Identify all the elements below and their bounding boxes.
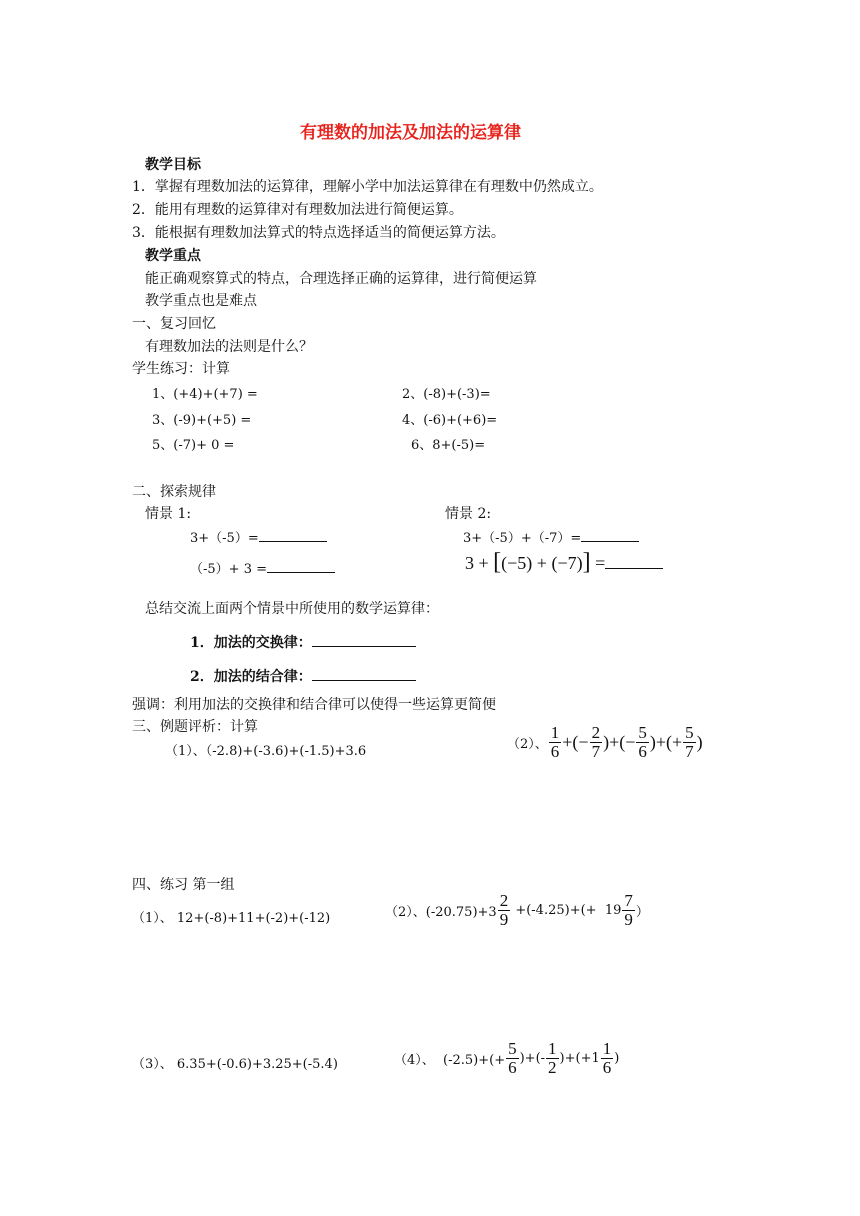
fraction-denominator: 6	[550, 742, 560, 761]
practice-4-middle: )+(+1	[559, 1051, 600, 1066]
practice-4-middle: )+(-	[519, 1051, 546, 1066]
exercise-2: 2、(-8)+(-3)=	[402, 387, 491, 402]
fraction-numerator: 1	[602, 1039, 612, 1058]
section3-heading: 三、例题评析：计算	[132, 719, 258, 735]
section2-heading: 二、探索规律	[132, 484, 216, 500]
practice-2-middle: +(-4.25)+(+ 19	[511, 903, 622, 918]
emphasis-text: 强调：利用加法的交换律和结合律可以使得一些运算更简便	[132, 697, 496, 713]
law2-label: 2．加法的结合律：	[190, 669, 312, 685]
example-1: （1）、（-2.8)+(-3.6)+(-1.5)+3.6	[165, 744, 367, 759]
goal-item-2: 2．能用有理数的运算律对有理数加法进行简便运算。	[132, 202, 463, 218]
answer-blank[interactable]	[267, 558, 335, 573]
answer-blank[interactable]	[605, 554, 663, 569]
fraction	[683, 724, 696, 761]
fraction-denominator: 2	[548, 1058, 557, 1077]
math-operator: )+(+	[649, 732, 683, 752]
exercise-1: 1、(+4)+(+7) =	[152, 387, 258, 402]
answer-blank[interactable]	[312, 632, 416, 647]
math-term: 3	[465, 553, 474, 573]
exercise-5: 5、(-7)+ 0 =	[152, 438, 235, 453]
math-term: (−7)	[551, 553, 583, 573]
fraction-numerator: 1	[548, 1039, 557, 1058]
fraction-denominator: 7	[685, 742, 694, 761]
fraction-denominator: 6	[508, 1058, 517, 1077]
left-bracket: [	[493, 549, 502, 575]
practice-3: （3）、 6.35+(-0.6)+3.25+(-5.4)	[132, 1057, 338, 1072]
math-operator: =	[595, 553, 606, 573]
fraction-denominator: 6	[602, 1058, 612, 1077]
scene2-line1	[463, 527, 639, 546]
answer-blank[interactable]	[259, 527, 327, 542]
practice-2	[385, 892, 649, 929]
fraction	[546, 1040, 559, 1077]
goals-heading: 教学目标	[145, 157, 201, 173]
goal-item-3: 3．能根据有理数加法算式的特点选择适当的简便运算方法。	[132, 225, 505, 241]
practice-4-end: )	[614, 1051, 620, 1066]
difficulty-text: 教学重点也是难点	[145, 293, 257, 309]
fraction-numerator: 5	[685, 723, 694, 742]
fraction-numerator: 2	[499, 891, 509, 910]
fraction	[506, 1040, 519, 1077]
section1-question: 有理数加法的法则是什么？	[145, 339, 313, 355]
law1	[190, 632, 416, 652]
law1-label: 1．加法的交换律：	[190, 635, 312, 651]
fraction	[636, 724, 649, 761]
key-points-text: 能正确观察算式的特点，合理选择正确的运算律，进行简便运算	[145, 271, 537, 287]
scene2-line1-text: 3+（-5）+（-7）=	[463, 531, 582, 546]
practice-1: （1）、 12+(-8)+11+(-2)+(-12)	[132, 911, 331, 926]
answer-blank[interactable]	[312, 666, 416, 681]
fraction-numerator: 2	[591, 723, 601, 742]
example-2-label: （2）、	[507, 737, 548, 752]
section4-heading: 四、练习 第一组	[132, 877, 235, 893]
goal-item-1: 1．掌握有理数加法的运算律，理解小学中加法运算律在有理数中仍然成立。	[132, 179, 603, 195]
fraction-denominator: 9	[624, 910, 633, 929]
answer-blank[interactable]	[581, 527, 639, 542]
law2	[190, 666, 416, 686]
fraction	[622, 892, 635, 929]
fraction-denominator: 9	[499, 910, 509, 929]
exercise-6: 6、8+(-5)=	[411, 438, 486, 453]
page-title: 有理数的加法及加法的运算律	[300, 123, 521, 143]
fraction-denominator: 7	[591, 742, 601, 761]
math-operator: +	[478, 553, 489, 573]
fraction	[601, 1040, 614, 1077]
practice-2-end: ）	[635, 905, 649, 920]
key-points-heading: 教学重点	[145, 248, 201, 264]
exercise-3: 3、(-9)+(+5) =	[152, 413, 252, 428]
fraction	[549, 724, 562, 761]
fraction-denominator: 6	[638, 742, 647, 761]
math-operator: +(−	[562, 732, 589, 752]
scene1-line2	[190, 558, 335, 577]
practice-4	[394, 1040, 619, 1077]
math-operator: )+(−	[603, 732, 636, 752]
fraction	[590, 724, 603, 761]
math-operator: )	[696, 732, 703, 752]
summary-text: 总结交流上面两个情景中所使用的数学运算律：	[145, 601, 439, 617]
scene1-label: 情景 1:	[145, 506, 192, 522]
math-term: (−5)	[501, 553, 533, 573]
scene1-line1-text: 3+（-5）=	[190, 531, 259, 546]
scene2-line2	[465, 549, 663, 575]
example-2	[507, 724, 703, 761]
practice-4-label: （4）、 (-2.5)+(+	[394, 1053, 506, 1068]
fraction-numerator: 5	[508, 1039, 517, 1058]
fraction	[498, 892, 511, 929]
practice-label: 学生练习：计算	[132, 361, 230, 377]
practice-2-label: （2）、(-20.75)+3	[385, 905, 497, 920]
fraction-numerator: 7	[624, 891, 633, 910]
math-operator: +	[536, 553, 547, 573]
fraction-numerator: 1	[550, 723, 560, 742]
section1-heading: 一、复习回忆	[132, 316, 216, 332]
exercise-4: 4、(-6)+(+6)=	[402, 413, 498, 428]
right-bracket: ]	[582, 549, 591, 575]
scene2-label: 情景 2:	[445, 506, 492, 522]
scene1-line2-text: （-5）+ 3 =	[190, 562, 267, 577]
scene1-line1	[190, 527, 327, 546]
fraction-numerator: 5	[638, 723, 647, 742]
